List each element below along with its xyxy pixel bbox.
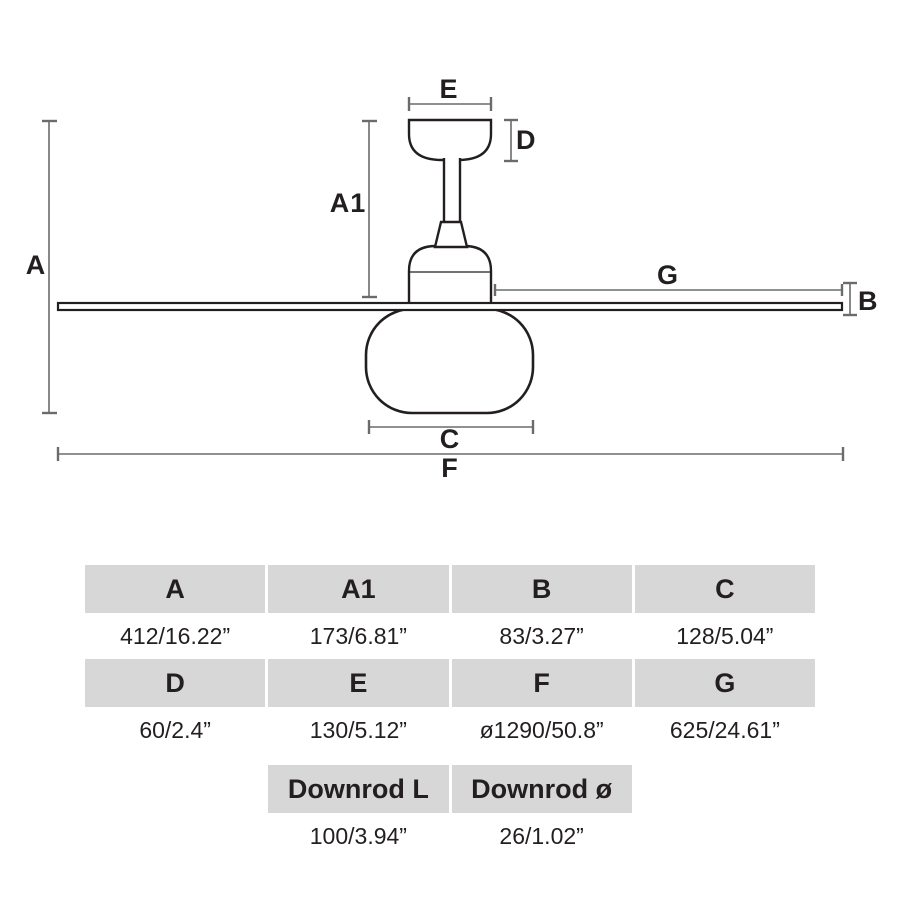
table-header-C: C	[635, 565, 815, 613]
dim-label-B: B	[858, 286, 879, 316]
table-header-A1: A1	[268, 565, 448, 613]
dim-label-E: E	[439, 74, 459, 104]
table-header-A: A	[85, 565, 265, 613]
table-header-E: E	[268, 659, 448, 707]
dim-label-C: C	[439, 424, 461, 454]
table-header-B: B	[452, 565, 632, 613]
dim-label-G: G	[656, 260, 680, 290]
light-globe-shape	[366, 309, 533, 413]
canopy-shape	[409, 120, 491, 160]
dimensions-table	[85, 565, 815, 859]
table-header-D: D	[85, 659, 265, 707]
coupler-shape	[435, 222, 467, 247]
dim-label-D: D	[516, 125, 537, 155]
table-value-G: 625/24.61”	[635, 707, 815, 753]
dim-B	[843, 283, 857, 315]
dim-label-A1: A1	[329, 188, 367, 218]
table-header-downrod-length: Downrod L	[268, 765, 448, 813]
table-value-A1: 173/6.81”	[268, 613, 448, 659]
table-value-downrod-length: 100/3.94”	[268, 813, 448, 859]
dim-label-F: F	[441, 453, 459, 483]
table-value-downrod-diameter: 26/1.02”	[452, 813, 632, 859]
table-value-A: 412/16.22”	[85, 613, 265, 659]
table-value-C: 128/5.04”	[635, 613, 815, 659]
table-value-F: ø1290/50.8”	[452, 707, 632, 753]
blade-shape	[58, 303, 842, 310]
table-header-F: F	[452, 659, 632, 707]
table-value-D: 60/2.4”	[85, 707, 265, 753]
table-value-E: 130/5.12”	[268, 707, 448, 753]
table-value-B: 83/3.27”	[452, 613, 632, 659]
motor-housing-shape	[409, 246, 491, 304]
downrod-shape	[444, 157, 460, 222]
dim-label-A: A	[25, 250, 47, 280]
table-header-downrod-diameter: Downrod ø	[452, 765, 632, 813]
fan-drawing	[58, 120, 842, 413]
table-header-G: G	[635, 659, 815, 707]
